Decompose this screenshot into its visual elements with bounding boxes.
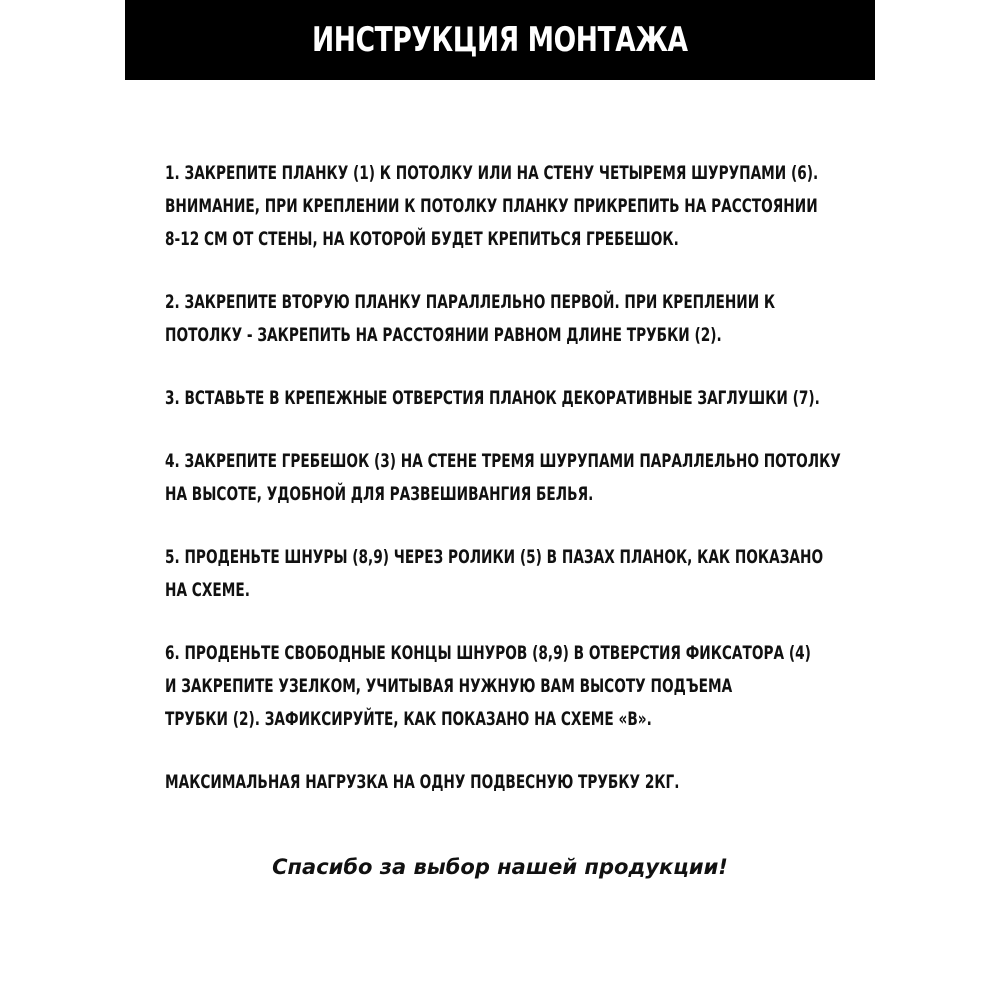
instruction-step-1 <box>165 157 865 256</box>
max-load-note <box>165 766 865 799</box>
instruction-line: НА ВЫСОТЕ, УДОБНОЙ ДЛЯ РАЗВЕШИВАНГИЯ БЕЛЬЯ. <box>165 483 594 505</box>
thank-you-footer: Спасибо за выбор нашей продукции! <box>272 855 728 879</box>
instruction-line: ТРУБКИ (2). ЗАФИКСИРУЙТЕ, КАК ПОКАЗАНО НА СХЕМЕ «В». <box>165 708 652 730</box>
instruction-line: 4. ЗАКРЕПИТЕ ГРЕБЕШОК (3) НА СТЕНЕ ТРЕМЯ ШУРУПАМИ ПАРАЛЛЕЛЬНО ПОТОЛКУ <box>165 450 841 472</box>
instruction-line: 1. ЗАКРЕПИТЕ ПЛАНКУ (1) К ПОТОЛКУ ИЛИ НА СТЕНУ ЧЕТЫРЕМЯ ШУРУПАМИ (6). <box>165 162 819 184</box>
instruction-line: 5. ПРОДЕНЬТЕ ШНУРЫ (8,9) ЧЕРЕЗ РОЛИКИ (5) В ПАЗАХ ПЛАНОК, КАК ПОКАЗАНО <box>165 546 824 568</box>
instruction-line: 3. ВСТАВЬТЕ В КРЕПЕЖНЫЕ ОТВЕРСТИЯ ПЛАНОК ДЕКОРАТИВНЫЕ ЗАГЛУШКИ (7). <box>165 387 820 409</box>
instruction-step-3 <box>165 382 865 415</box>
instruction-line: МАКСИМАЛЬНАЯ НАГРУЗКА НА ОДНУ ПОДВЕСНУЮ ТРУБКУ 2КГ. <box>165 771 680 793</box>
page-title: ИНСТРУКЦИЯ МОНТАЖА <box>312 20 688 60</box>
instruction-line: ПОТОЛКУ - ЗАКРЕПИТЬ НА РАССТОЯНИИ РАВНОМ ДЛИНЕ ТРУБКИ (2). <box>165 324 722 346</box>
instruction-step-6 <box>165 637 865 736</box>
instruction-step-4 <box>165 445 865 511</box>
instruction-line: ВНИМАНИЕ, ПРИ КРЕПЛЕНИИ К ПОТОЛКУ ПЛАНКУ ПРИКРЕПИТЬ НА РАССТОЯНИИ <box>165 195 818 217</box>
instruction-line: 6. ПРОДЕНЬТЕ СВОБОДНЫЕ КОНЦЫ ШНУРОВ (8,9) В ОТВЕРСТИЯ ФИКСАТОРА (4) <box>165 642 811 664</box>
instruction-step-5 <box>165 541 865 607</box>
instruction-line: 8-12 СМ ОТ СТЕНЫ, НА КОТОРОЙ БУДЕТ КРЕПИТЬСЯ ГРЕБЕШОК. <box>165 228 679 250</box>
instruction-step-2 <box>165 286 865 352</box>
header-bar <box>125 0 875 80</box>
instruction-line: НА СХЕМЕ. <box>165 579 250 601</box>
instruction-line: 2. ЗАКРЕПИТЕ ВТОРУЮ ПЛАНКУ ПАРАЛЛЕЛЬНО ПЕРВОЙ. ПРИ КРЕПЛЕНИИ К <box>165 291 776 313</box>
instruction-line: И ЗАКРЕПИТЕ УЗЕЛКОМ, УЧИТЫВАЯ НУЖНУЮ ВАМ ВЫСОТУ ПОДЪЕМА <box>165 675 733 697</box>
instructions-body <box>165 157 865 829</box>
